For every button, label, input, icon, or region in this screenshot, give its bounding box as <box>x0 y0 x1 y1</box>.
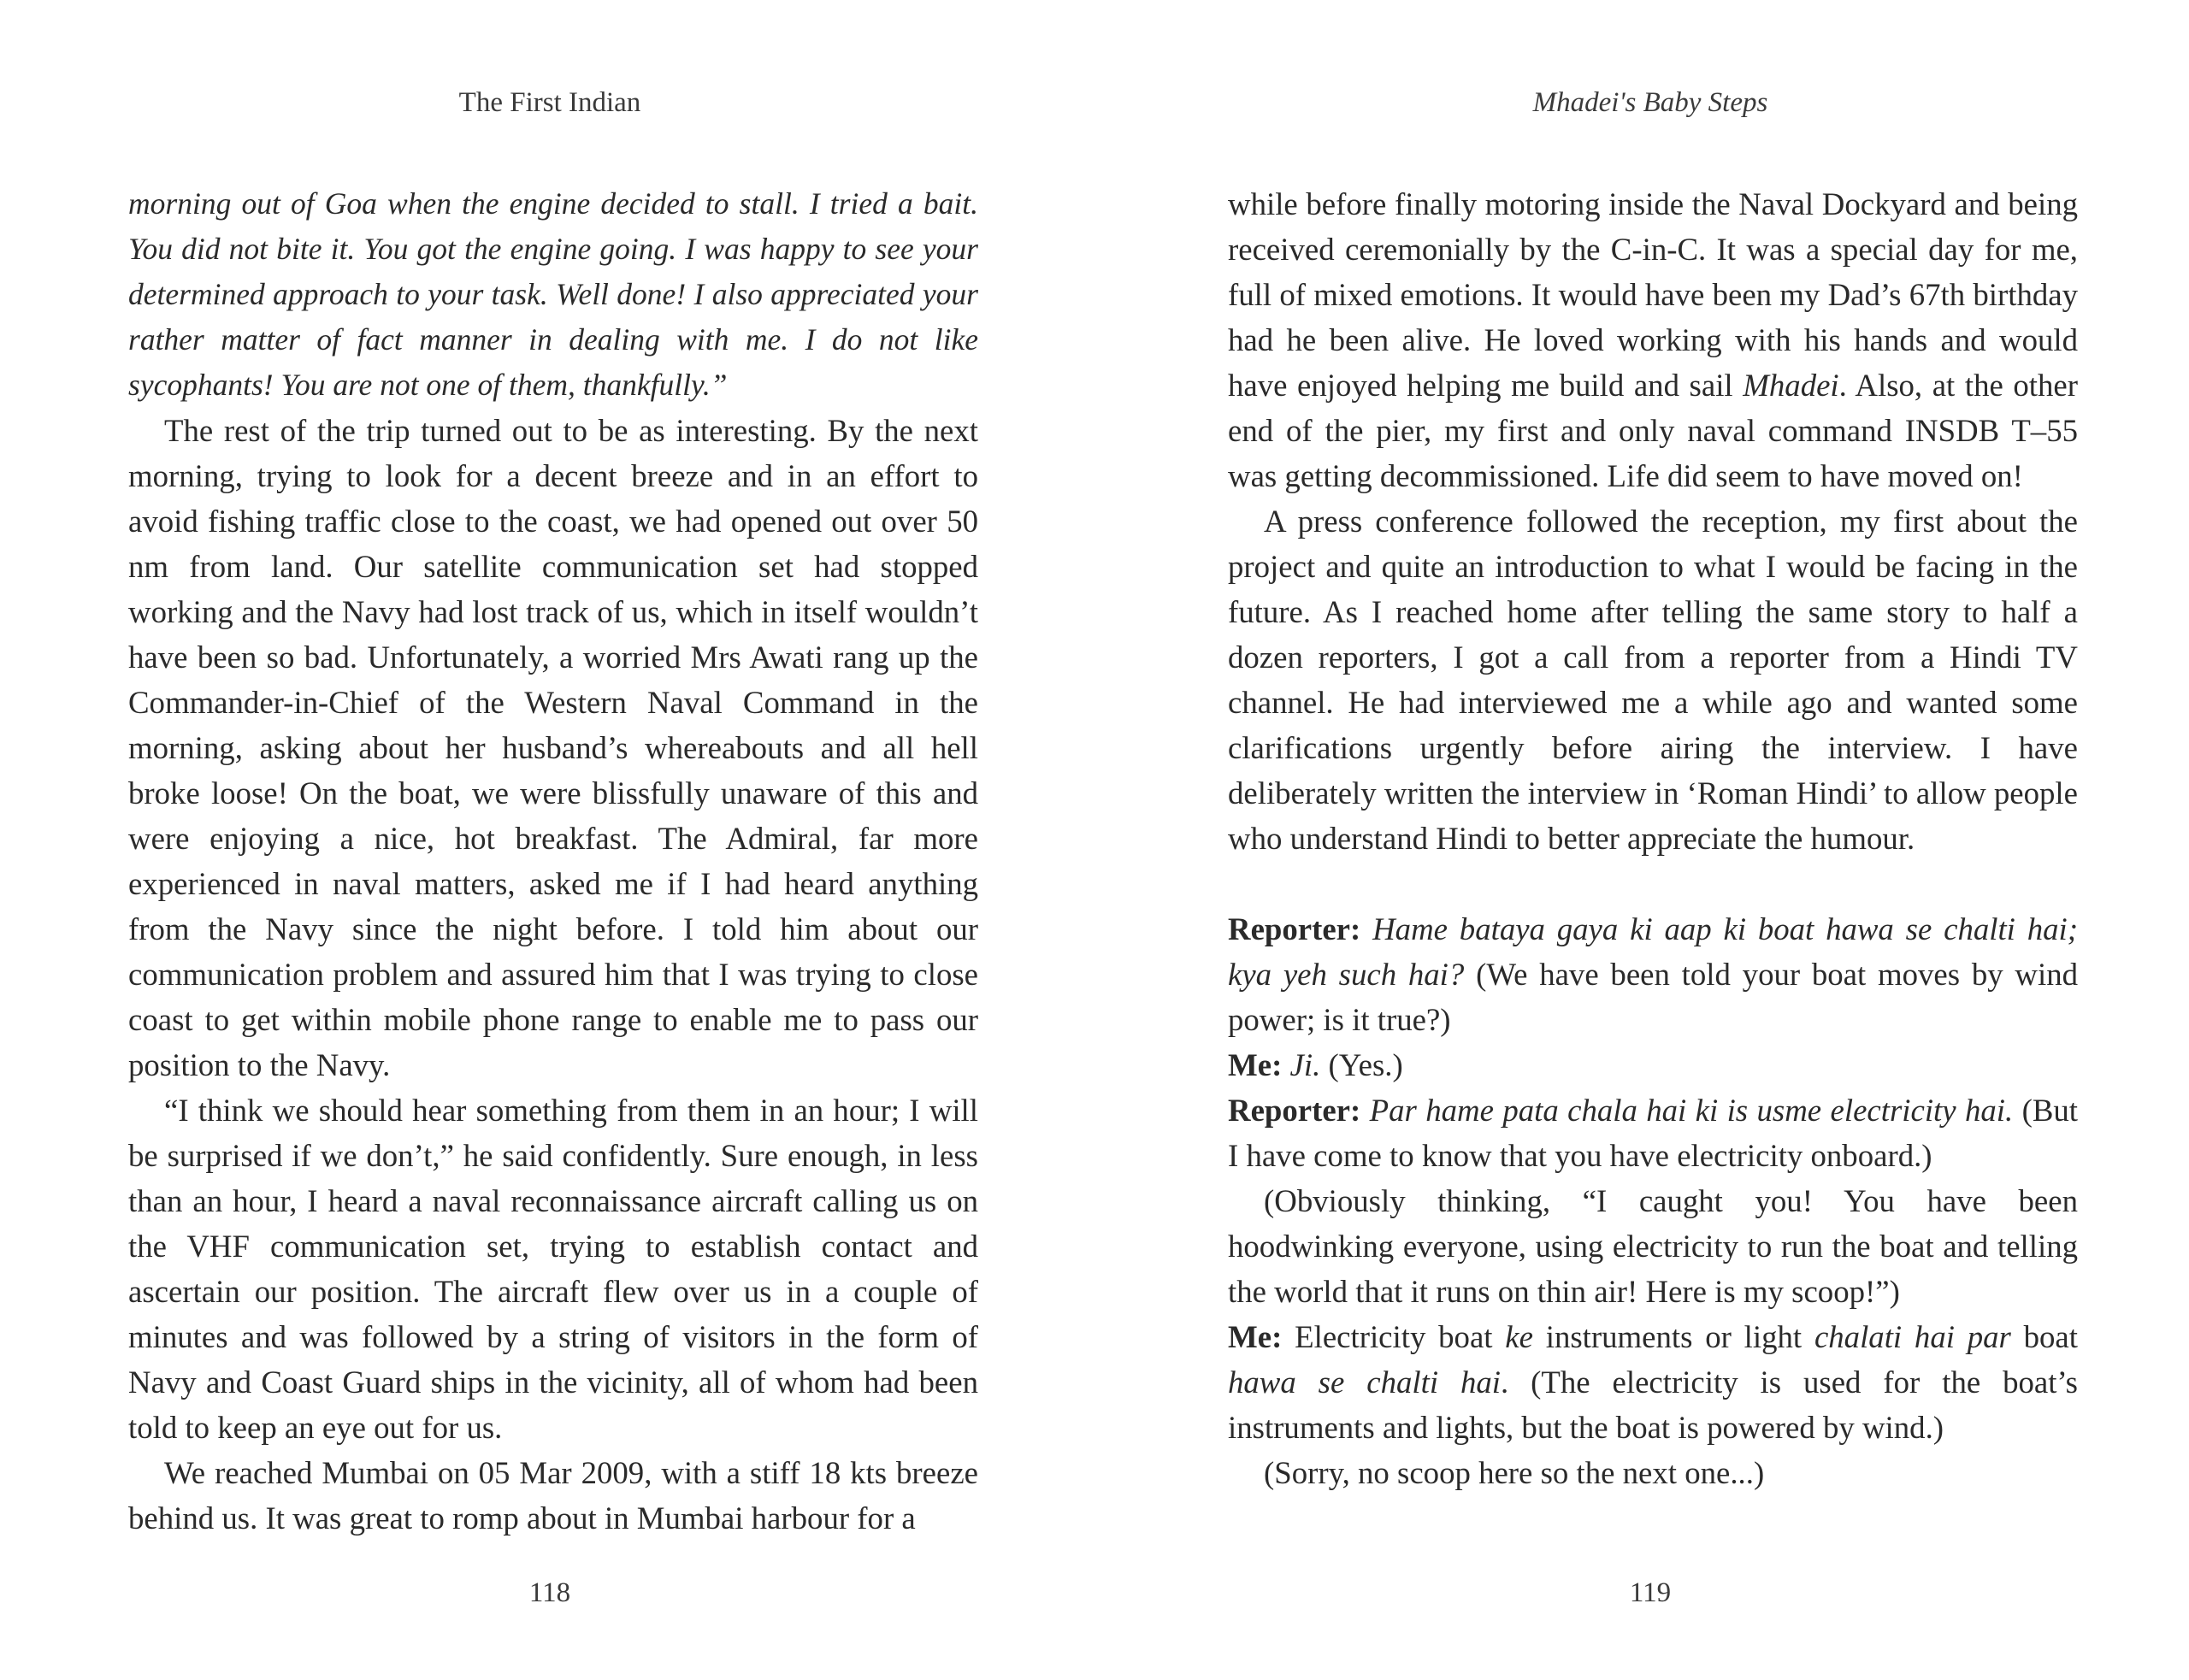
aside-paragraph: (Obviously thinking, “I caught you! You have been hoodwinking everyone, using electricity to run the boat and telling the world that it runs on thin air! Here is my scoop!”) <box>1228 1183 2078 1309</box>
speaker-label: Me: <box>1228 1319 1283 1354</box>
page-number: 119 <box>1629 1577 1672 1608</box>
body-text <box>1228 181 2078 1495</box>
translation: (Yes.) <box>1320 1047 1403 1082</box>
paragraph: while before finally motoring inside the Naval Dockyard and being received ceremonially by the C-in-C. It was a special day for me, full of mixed emotions. It would have been my Dad’s 67th birthday had he been alive. He loved working with his hands and would have enjoyed helping me build and sail Mhadei. Also, at the other end of the pier, my first and only naval command INSDB T–55 was getting decommissioned. Life did seem to have moved on! <box>1228 186 2078 493</box>
hindi-text: Par hame pata chala hai ki is usme electricity hai. <box>1369 1093 2014 1128</box>
paragraph: “I think we should hear something from them in an hour; I will be surprised if we don’t,” he said confidently. Sure enough, in less than an hour, I heard a naval reconnaissance aircraft calling us on the VHF communication set, trying to establish contact and ascertain our position. The aircraft flew over us in a couple of minutes and was followed by a string of visitors in the form of Navy and Coast Guard ships in the vicinity, all of whom had been told to keep an eye out for us. <box>128 1093 978 1445</box>
hindi-text: Hame bataya gaya ki aap ki boat hawa se chalti hai; kya yeh such hai? <box>1228 911 2078 992</box>
speaker-label: Reporter: <box>1228 911 1361 946</box>
quoted-letter-paragraph: morning out of Goa when the engine decided to stall. I tried a bait. You did not bite it. You got the engine going. I was happy to see your determined approach to your task. Well done! I also appreciated your rather matter of fact manner in dealing with me. I do not like sycophants! You are not one of them, thankfully.” <box>128 186 978 402</box>
translation: (But I have come to know that you have electricity onboard.) <box>1228 1093 2079 1173</box>
speaker-label: Me: <box>1228 1047 1283 1082</box>
running-head: Mhadei's Baby Steps <box>1532 87 1768 118</box>
dialogue-line <box>1228 1088 2078 1178</box>
translation: (We have been told your boat moves by wind power; is it true?) <box>1228 957 2078 1037</box>
paragraph: The rest of the trip turned out to be as interesting. By the next morning, trying to look for a decent breeze and in an effort to avoid fishing traffic close to the coast, we had opened out over 50 nm from land. Our satellite communication set had stopped working and the Navy had lost track of us, which in itself wouldn’t have been so bad. Unfortunately, a worried Mrs Awati rang up the Commander-in-Chief of the Western Naval Command in the morning, asking about her husband’s whereabouts and all hell broke loose! On the boat, we were blissfully unaware of this and were enjoying a nice, hot breakfast. The Admiral, far more experienced in naval matters, asked me if I had heard anything from the Navy since the night before. I told him about our communication problem and assured him that I was trying to close coast to get within mobile phone range to enable me to pass our position to the Navy. <box>128 413 978 1082</box>
paragraph: A press conference followed the reception, my first about the project and quite an introduction to what I would be facing in the future. As I reached home after telling the same story to half a dozen reporters, I got a call from a reporter from a Hindi TV channel. He had interviewed me a while ago and wanted some clarifications urgently before airing the interview. I have deliberately written the interview in ‘Roman Hindi’ to allow people who understand Hindi to better appreciate the humour. <box>1228 504 2078 856</box>
right-page <box>1094 0 2189 1680</box>
boat-name: Mhadei <box>1743 368 1839 403</box>
page-number: 118 <box>528 1577 571 1608</box>
hindi-text: Ji. <box>1289 1047 1321 1082</box>
aside-paragraph: (Sorry, no scoop here so the next one...) <box>1264 1455 1765 1490</box>
left-page <box>0 0 1094 1680</box>
running-head: The First Indian <box>458 87 641 118</box>
dialogue-line <box>1228 1042 2078 1088</box>
dialogue-line: Me: Electricity boat ke instruments or light chalati hai par boat hawa se chalti hai. (The electricity is used for the boat’s instruments and lights, but the boat is powered by wind.) <box>1228 1319 2078 1445</box>
paragraph: We reached Mumbai on 05 Mar 2009, with a stiff 18 kts breeze behind us. It was great to romp about in Mumbai harbour for a <box>128 1455 978 1536</box>
body-text <box>128 181 978 1541</box>
speaker-label: Reporter: <box>1228 1093 1361 1128</box>
dialogue-line <box>1228 906 2078 1042</box>
section-gap <box>1228 861 2078 906</box>
